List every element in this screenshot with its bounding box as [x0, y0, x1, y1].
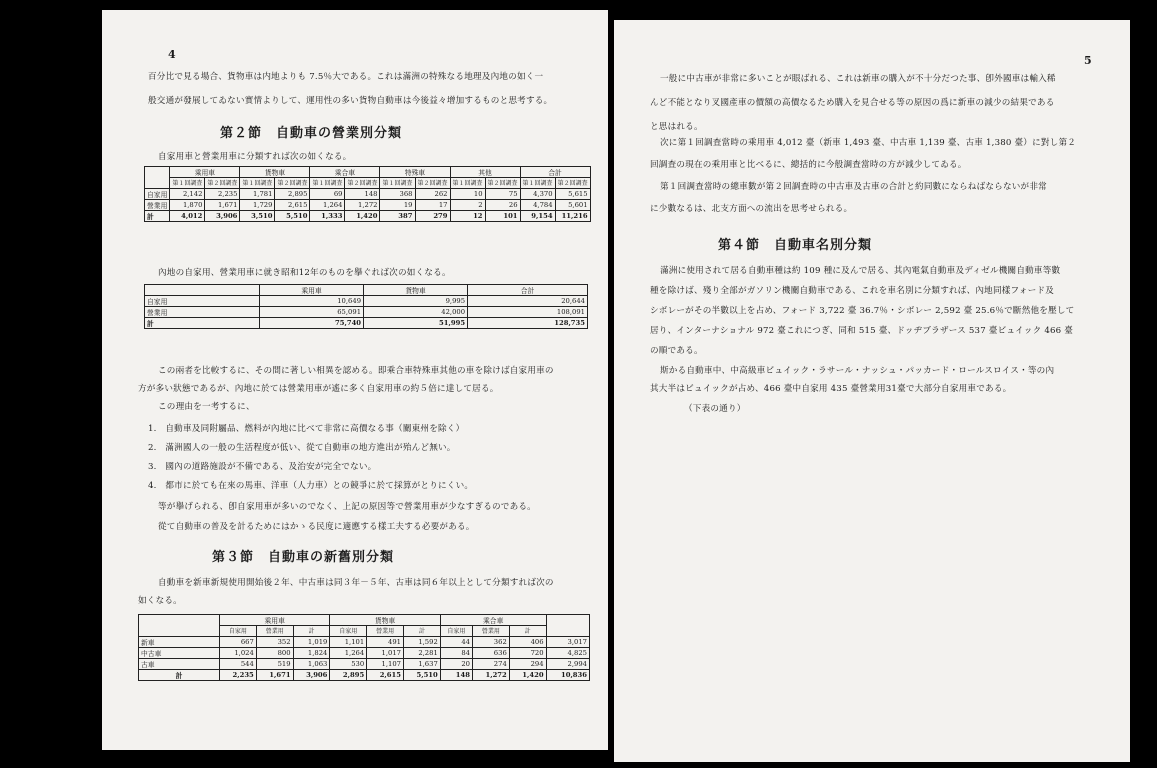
body-line: の順である。 — [650, 346, 703, 356]
body-line: 滿洲に使用されて居る自動車種は約 109 種に及んで居る、其內電氣自動車及ディゼル機關自動車等數 — [660, 266, 1061, 276]
section-heading: 第３節 自動車の新舊別分類 — [212, 550, 395, 565]
intro-line: 百分比で見る場合、貨物車は内地よりも 7.5％大である。これは滿洲の特殊なる地理及內地の如く一 — [148, 72, 544, 82]
body-line: んど不能となり叉國產車の價額の高價なるため購入を見合せる等の原因の爲に新車の減少の結果である — [650, 98, 1055, 108]
body-line: 居り、インターナショナル 972 臺これにつぎ、同和 515 臺、ドッヂブラザース 537 臺ビュイック 466 臺 — [650, 326, 1074, 336]
body-line: 其大半はビュイックが占め、466 臺中自家用 435 臺營業用31臺で大部分自家用車である。 — [650, 384, 1012, 394]
table-lead: 內地の自家用、營業用車に就き昭和12年のものを擧ぐれば次の如くなる。 — [158, 268, 451, 278]
page-number-right: 5 — [1084, 54, 1092, 67]
table-row: 中古車 1,024 800 1,824 1,264 1,017 2,281 84 636 720 4,825 — [139, 648, 590, 659]
reason-item: 2. 滿洲國人の一般の生活程度が低い、從て自動車の地方進出が殆んど無い。 — [148, 443, 456, 453]
body-line: 斯かる自動車中、中高級車ビュイック・ラサール・ナッシュ・パッカード・ロールスロイス・等の內 — [660, 366, 1055, 376]
body-line: 回調査の現在の乘用車と比べるに、總括的に今般調査當時の方が減少してゐる。 — [650, 160, 967, 170]
body-line: 第１回調査當時の總車數が第２回調査時の中古車及古車の合計と約同數にならねばならないが非常 — [660, 182, 1047, 192]
intro-line: 般交通が發展してゐない實情よりして、運用性の多い貨物自動車は今後益々增加するものと思考する。 — [148, 96, 553, 106]
section-heading: 第４節 自動車名別分類 — [718, 238, 873, 253]
body-line: 次に第１回調査當時の乘用車 4,012 臺（新車 1,493 臺、中古車 1,139 臺、古車 1,380 臺）に對し第２ — [660, 138, 1077, 148]
table-row: 新車 667 352 1,019 1,101 491 1,592 44 362 406 3,017 — [139, 637, 590, 648]
body-line: 方が多い狀態であるが、內地に於ては營業用車が遙に多く自家用車の約５倍に達して居る。 — [138, 384, 499, 394]
table-row: 古車 544 519 1,063 530 1,107 1,637 20 274 294 2,994 — [139, 659, 590, 670]
body-line: 從て自動車の普及を計るためにはかゝる民度に適應する樣工夫する必要がある。 — [158, 522, 475, 532]
body-line: この理由を一考するに、 — [158, 402, 255, 412]
table-row: 自家用 2,142 2,235 1,781 2,895 69 148 368 262 10 75 4,370 5,615 — [145, 189, 591, 200]
table-row: 計 2,235 1,671 3,906 2,895 2,615 5,510 148 1,272 1,420 10,836 — [139, 670, 590, 681]
body-line: この兩者を比較するに、その間に著しい相異を認める。即乘合車特殊車其他の車を除けば自家用車の — [158, 366, 554, 376]
table-row: 營業用 65,091 42,000 108,091 — [145, 307, 588, 318]
reason-item: 3. 國內の道路施設が不備である、及治安が完全でない。 — [148, 462, 377, 472]
body-line: 如くなる。 — [138, 596, 182, 606]
table-row: 營業用 1,870 1,671 1,729 2,615 1,264 1,272 19 17 2 26 4,784 5,601 — [145, 200, 591, 211]
body-line: 種を除けば、殘り全部がガソリン機關自動車である、これを車名別に分類すれば、內地同樣フォード及 — [650, 286, 1055, 296]
body-line: 自動車を新車新規使用開始後２年、中古車は同３年－５年、古車は同６年以上として分類すれば次の — [158, 578, 554, 588]
table-row: 自家用 10,649 9,995 20,644 — [145, 296, 588, 307]
body-line: 一般に中古車が非常に多いことが眼ばれる、これは新車の購入が不十分だつた事、卽外國車は輸入稀 — [660, 74, 1056, 84]
right-page — [614, 20, 1130, 762]
body-line: シボレーがその半數以上を占め、フォード 3,722 臺 36.7％・シボレー 2,592 臺 25.6％で斷然他を壓して — [650, 306, 1075, 316]
table-note: （下表の通り） — [684, 404, 746, 414]
reason-item: 1. 自動車及同附屬品、燃料が內地に比べて非常に高價なる事（關東州を除く） — [148, 424, 465, 434]
naichi-table: 乘用車 貨物車 合計 自家用 10,649 9,995 20,644 營業用 65,091 42,000 108,091 計 75,740 51,995 128,735 — [144, 284, 588, 329]
reason-item: 4. 都市に於ても在來の馬車、洋車（人力車）との競爭に於て採算がとりにくい。 — [148, 481, 474, 491]
table-lead: 自家用車と營業用車に分類すれば次の如くなる。 — [158, 152, 352, 162]
body-line: に少數なるは、北支方面への流出を思考せられる。 — [650, 204, 853, 214]
page-number-left: 4 — [168, 48, 176, 61]
body-line: と思はれる。 — [650, 122, 703, 132]
table-row: 計 4,012 3,906 3,510 5,510 1,333 1,420 387 279 12 101 9,154 11,216 — [145, 211, 591, 222]
table-row: 計 75,740 51,995 128,735 — [145, 318, 588, 329]
left-page — [102, 10, 608, 750]
age-table: 乘用車 貨物車 乘合車 自家用 營業用 計 自家用 營業用 計 自家用 營業用 計 新車 667 352 1,019 1,101 491 1,592 44 362 406 3,017 中古車 1,024 800 1,824 1,264 1,017 2,281 84 636 720 4,825 古車 544 519 1,063 530 1,107 1,637 20 274 294 2,994 計 2,235 1,671 3,906 2,895 2,615 5,510 148 1,272 1,420 10,836 — [138, 614, 590, 681]
body-line: 等が擧げられる、卽自家用車が多いのでなく、上記の原因等で營業用車が少なすぎるのである。 — [158, 502, 536, 512]
business-type-table: 乘用車 貨物車 乘合車 特殊車 其他 合計 第１回調査 第２回調査 第１回調査 第２回調査 第１回調査 第２回調査 第１回調査 第２回調査 第１回調査 第２回調査 第１回調査 第２回調査 自家用 2,142 2,235 1,781 2,895 69 148 368 262 10 75 4,370 5,615 營業用 1,870 1,671 1,729 2,615 1,264 1,272 19 17 2 26 4,784 5,601 計 4,012 3,906 3,510 5,510 1,333 1,420 387 279 12 101 9,154 11,216 — [144, 166, 591, 222]
section-heading: 第２節 自動車の營業別分類 — [220, 126, 403, 141]
